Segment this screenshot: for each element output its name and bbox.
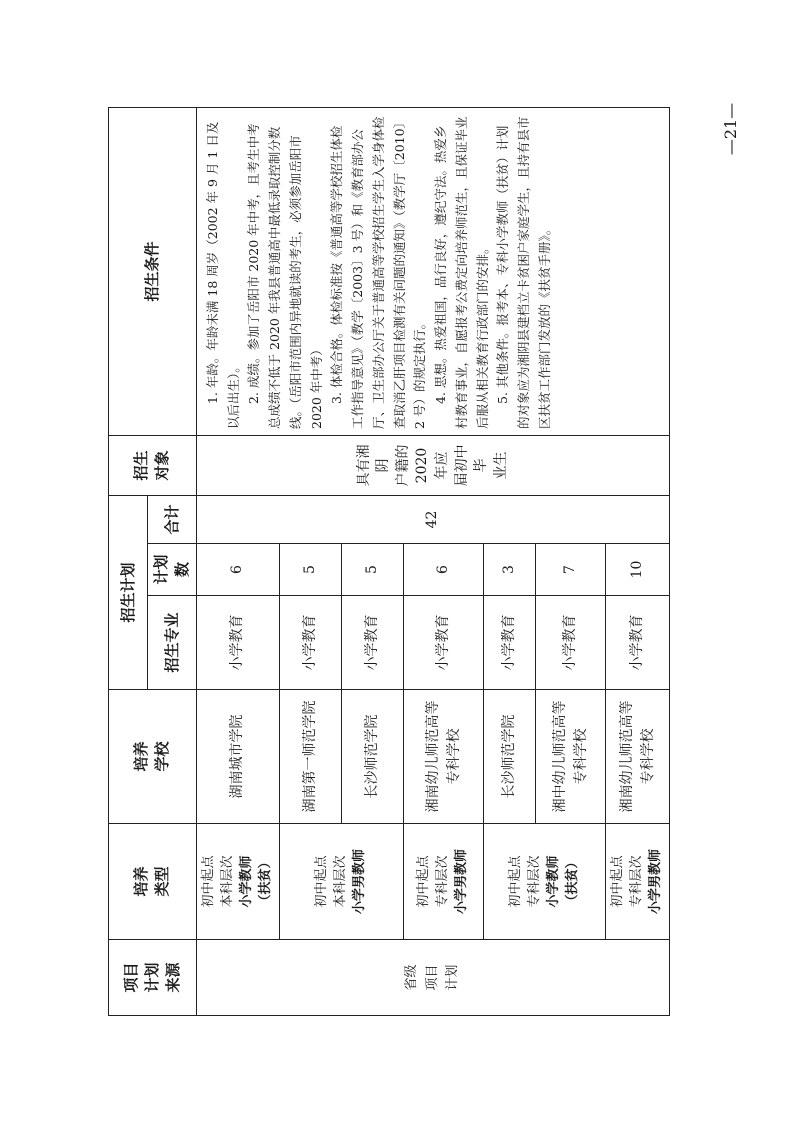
- text-line: 计划: [142, 962, 161, 993]
- text-line: 长沙师范学院: [501, 714, 518, 799]
- cell-type: [196, 824, 279, 940]
- cell-major: 小学教育: [606, 596, 670, 690]
- cell-plan-count: 6: [196, 544, 279, 596]
- header-target: [109, 435, 197, 495]
- text-line: 湖南城市学院: [229, 714, 246, 799]
- text-line: 初中起点: [610, 855, 626, 908]
- text-line: 届初中毕: [453, 444, 490, 487]
- cell-type: [279, 824, 403, 940]
- text-line: 初中起点: [201, 855, 217, 908]
- text-line: 2020 年应: [414, 447, 450, 484]
- header-total: 合计: [148, 495, 197, 543]
- header-row-1: [109, 107, 148, 1015]
- condition-item: 3. 体检合格。体检标准按《普通高等学校招生体检工作指导意见》（教学〔2003〕3 号）和《教育部办公厅、卫生部办公厅关于普通高等学校招生学生入学身体检查取消乙肝项目检测有关问题的通知》（教学厅〔2010〕2 号）的规定执行。: [329, 115, 428, 429]
- cell-major: 小学教育: [536, 596, 606, 690]
- rotated-table-wrapper: [108, 108, 670, 1016]
- header-plan-count: 计划数: [148, 544, 197, 596]
- text-line: 湘中幼儿师范高等: [551, 700, 568, 813]
- cell-school: [196, 690, 279, 824]
- header-conditions: 招生条件: [109, 107, 197, 435]
- text-line: 初中起点: [314, 855, 330, 908]
- header-school: [109, 690, 197, 824]
- cell-plan-count: 10: [606, 544, 670, 596]
- text-line: 项目: [121, 962, 140, 993]
- text-line: 小学教师: [238, 855, 254, 908]
- text-line: 省级: [403, 964, 419, 991]
- cell-plan-count: 7: [536, 544, 606, 596]
- text-line: 培养: [132, 866, 151, 897]
- text-line: 初中起点: [416, 855, 432, 908]
- text-line: 小学男教师: [351, 849, 367, 915]
- cell-conditions: [196, 107, 669, 435]
- cell-plan-count: 3: [484, 544, 536, 596]
- cell-total: 42: [196, 495, 669, 543]
- text-line: 业生: [492, 451, 509, 480]
- table-body: [109, 107, 670, 1015]
- text-line: 湘南幼儿师范高等: [618, 700, 635, 813]
- condition-item: 4. 思想。热爱祖国，品行良好，遵纪守法。热爱乡村教育事业，自愿报考公费定向培养师范生，且保证毕业后服从相关教育行政部门的安排。: [433, 116, 490, 429]
- page-number: —21—: [720, 102, 740, 156]
- text-line: 长沙师范学院: [363, 714, 380, 799]
- cell-school: [536, 690, 606, 824]
- cell-school: [606, 690, 670, 824]
- cell-school: [279, 690, 341, 824]
- condition-item: 2. 成绩。参加了岳阳市 2020 年中考，且考生中考总成绩不低于 2020 年我县普通高中最低录取控制分数线。（岳阳市范围内异地就读的考生，必须参加岳阳市 2020 年中考）: [246, 123, 324, 429]
- header-major: 招生专业: [148, 596, 197, 690]
- text-line: 具有湘阴: [355, 444, 392, 487]
- text-line: 初中起点: [508, 855, 524, 908]
- text-line: 来源: [163, 962, 182, 993]
- cell-type: [403, 824, 484, 940]
- header-type: [109, 824, 197, 940]
- text-line: （扶贫）: [257, 855, 273, 908]
- condition-item: 5. 其他条件。报考本、专科小学教师（扶贫）计划的对象应为湘阴县建档立卡贫困户家庭学生，且持有县市区扶贫工作部门发放的《扶贫手册》。: [495, 116, 552, 429]
- text-line: 项目: [424, 964, 440, 991]
- text-line: 户籍的: [394, 444, 411, 487]
- cell-target: [196, 435, 669, 495]
- text-line: 本科层次: [332, 855, 348, 908]
- header-source: [109, 940, 197, 1016]
- table-row: [196, 107, 279, 1015]
- cell-type: [606, 824, 670, 940]
- cell-major: 小学教育: [279, 596, 341, 690]
- cell-major: 小学教育: [484, 596, 536, 690]
- cell-major: 小学教育: [196, 596, 279, 690]
- text-line: 专科层次: [435, 855, 451, 908]
- text-line: 本科层次: [220, 855, 235, 908]
- condition-item: 1. 年龄。年龄未满 18 周岁（2002 年 9 月 1 日及以后出生）。: [204, 121, 241, 429]
- admission-plan-table: [108, 107, 670, 1016]
- text-line: 专科学校: [572, 728, 589, 785]
- text-line: 湘南幼儿师范高等: [424, 700, 441, 813]
- cell-school: [341, 690, 403, 824]
- text-line: 培养: [132, 741, 151, 772]
- text-line: 学校: [153, 741, 172, 772]
- text-line: 小学教师: [545, 855, 561, 908]
- text-line: 招生: [132, 450, 151, 481]
- cell-plan-count: 5: [279, 544, 341, 596]
- text-line: 类型: [153, 866, 172, 897]
- cell-plan-count: 5: [341, 544, 403, 596]
- cell-plan-count: 6: [403, 544, 484, 596]
- text-line: 专科层次: [527, 855, 543, 908]
- text-line: 小学男教师: [454, 849, 470, 915]
- cell-major: 小学教育: [341, 596, 403, 690]
- cell-major: 小学教育: [403, 596, 484, 690]
- cell-type: [484, 824, 606, 940]
- text-line: 湖南第一师范学院: [301, 700, 318, 813]
- text-line: 专科学校: [639, 728, 656, 785]
- text-line: 专科层次: [629, 855, 645, 908]
- cell-source: [196, 940, 669, 1016]
- cell-school: [484, 690, 536, 824]
- cell-school: [403, 690, 484, 824]
- text-line: （扶贫）: [564, 855, 580, 908]
- text-line: 小学男教师: [648, 849, 664, 915]
- header-plan: 招生计划: [109, 495, 148, 689]
- text-line: 计划: [445, 964, 461, 991]
- text-line: 对象: [153, 450, 172, 481]
- text-line: 专科学校: [445, 728, 462, 785]
